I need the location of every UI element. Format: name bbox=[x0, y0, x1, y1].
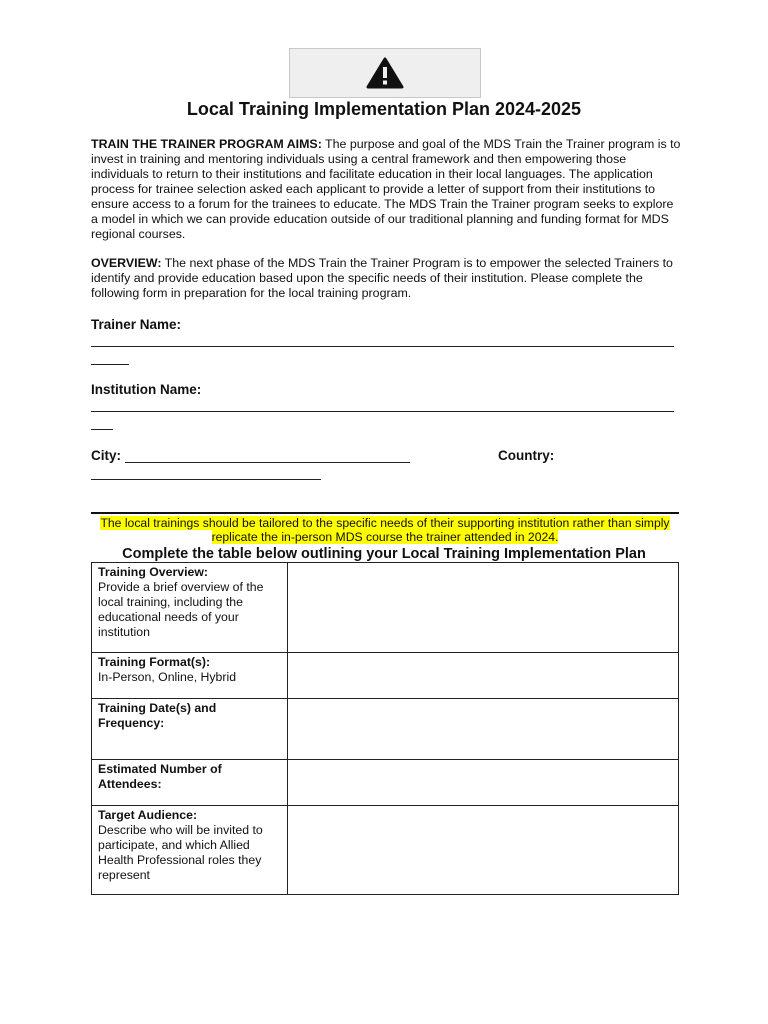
institution-name-line[interactable] bbox=[91, 411, 674, 412]
institution-name-label: Institution Name: bbox=[91, 382, 202, 397]
page-title: Local Training Implementation Plan 2024-2025 bbox=[186, 99, 582, 119]
row-label-cell bbox=[92, 760, 288, 806]
target-audience-input[interactable] bbox=[288, 806, 679, 895]
institution-name-line-cont[interactable] bbox=[91, 429, 113, 430]
training-overview-input[interactable] bbox=[288, 563, 679, 653]
tailoring-note-text: The local trainings should be tailored to the specific needs of their supporting institution rather than simply replicate the in-person MDS course the trainer attended in 2024. bbox=[100, 516, 670, 544]
training-format-desc: In-Person, Online, Hybrid bbox=[98, 670, 237, 684]
city-label: City: bbox=[91, 448, 121, 463]
training-dates-heading: Training Date(s) and Frequency: bbox=[98, 701, 217, 730]
training-overview-heading: Training Overview: bbox=[98, 565, 209, 579]
city-line[interactable] bbox=[125, 462, 410, 463]
attendees-input[interactable] bbox=[288, 760, 679, 806]
table-title: Complete the table below outlining your Local Training Implementation Plan bbox=[122, 546, 646, 562]
tailoring-note bbox=[91, 512, 679, 544]
row-label-cell bbox=[92, 806, 288, 895]
attendees-heading: Estimated Number of Attendees: bbox=[98, 762, 222, 791]
table-row bbox=[92, 563, 679, 653]
training-format-heading: Training Format(s): bbox=[98, 655, 211, 669]
trainer-name-line[interactable] bbox=[91, 346, 674, 347]
table-row bbox=[92, 760, 679, 806]
implementation-plan-table bbox=[91, 562, 679, 895]
aims-paragraph bbox=[91, 137, 683, 242]
country-label: Country: bbox=[498, 448, 555, 463]
trainer-name-label: Trainer Name: bbox=[91, 317, 182, 332]
country-line[interactable] bbox=[91, 479, 321, 480]
row-label-cell bbox=[92, 653, 288, 699]
row-label-cell bbox=[92, 563, 288, 653]
logo-box bbox=[289, 48, 481, 98]
overview-text: The next phase of the MDS Train the Trainer Program is to empower the selected Trainers to identify and provide education based upon the specific needs of their institution. Please complete the following form in preparation for the local training program. bbox=[91, 256, 673, 300]
trainer-name-line-cont[interactable] bbox=[91, 364, 129, 365]
target-audience-desc: Describe who will be invited to participate, and which Allied Health Professional roles they represent bbox=[98, 823, 263, 882]
target-audience-heading: Target Audience: bbox=[98, 808, 198, 822]
row-label-cell bbox=[92, 699, 288, 760]
aims-text: The purpose and goal of the MDS Train the Trainer program is to invest in training and mentoring individuals using a central framework and then empowering those individuals to return to their institutions and facilitate education in their local languages. The application process for trainee selection asked each applicant to provide a letter of support from their institutions to ensure access to a forum for the trainees to educate. The MDS Train the Trainer program seeks to explore a model in which we can provide education outside of our traditional planning and funding format for MDS regional courses. bbox=[91, 137, 681, 241]
aims-label: TRAIN THE TRAINER PROGRAM AIMS: bbox=[91, 137, 322, 151]
overview-label: OVERVIEW: bbox=[91, 256, 162, 270]
table-row bbox=[92, 653, 679, 699]
warning-triangle-icon bbox=[366, 57, 404, 89]
overview-paragraph bbox=[91, 256, 683, 301]
table-row bbox=[92, 699, 679, 760]
training-format-input[interactable] bbox=[288, 653, 679, 699]
training-overview-desc: Provide a brief overview of the local training, including the educational needs of your institution bbox=[98, 580, 264, 639]
training-dates-input[interactable] bbox=[288, 699, 679, 760]
table-row bbox=[92, 806, 679, 895]
